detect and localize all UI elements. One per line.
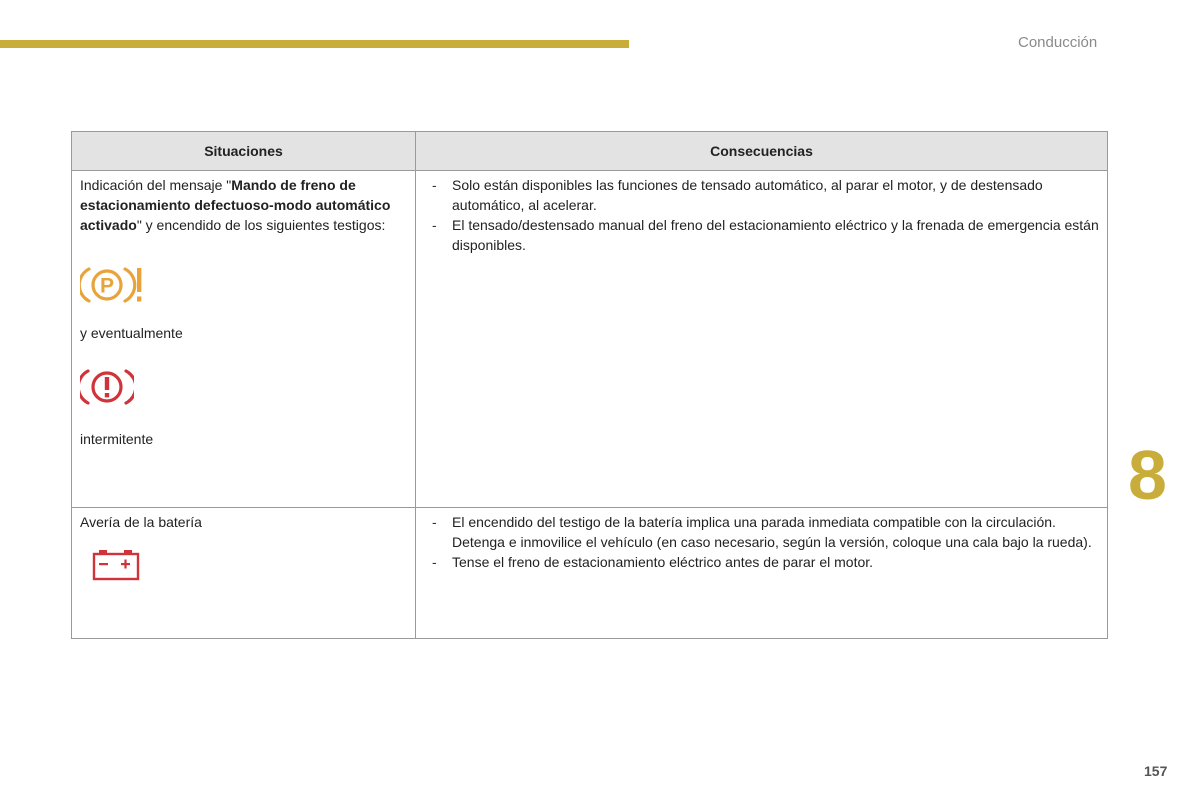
column-header-consequences: Consecuencias <box>416 132 1108 171</box>
situation-note-eventually: y eventualmente <box>80 325 183 341</box>
header-accent-bar <box>0 40 629 48</box>
brake-alert-icon <box>80 367 407 407</box>
situation-text: Indicación del mensaje "Mando de freno de estacionamiento defectuoso-modo automático activado" y encendido de los siguientes testigos: <box>80 177 391 233</box>
svg-text:P: P <box>99 274 115 298</box>
situation-cell <box>72 171 416 508</box>
message-name: Mando de freno de estacionamiento defectuoso-modo automático activado <box>80 177 391 233</box>
situation-cell <box>72 508 416 639</box>
list-item: - El tensado/destensado manual del freno del estacionamiento eléctrico y la frenada de emergencia están disponibles. <box>424 215 1099 255</box>
consequences-list <box>424 512 1099 572</box>
table-header-row <box>72 132 1108 171</box>
section-title: Conducción <box>1018 34 1098 51</box>
list-item: - Solo están disponibles las funciones de tensado automático, al parar el motor, y de destensado automático, al acelerar. <box>424 175 1099 215</box>
situations-table <box>71 131 1108 639</box>
list-item: - El encendido del testigo de la batería implica una parada inmediata compatible con la circulación. Detenga e inmovilice el vehículo (en caso necesario, según la versión, coloque una cala bajo la rueda). <box>424 512 1099 552</box>
list-item: - Tense el freno de estacionamiento eléctrico antes de parar el motor. <box>424 552 1099 572</box>
situation-text: Avería de la batería <box>80 514 202 530</box>
battery-warning-icon <box>80 548 407 582</box>
situation-note-flashing: intermitente <box>80 431 154 447</box>
page-number: 157 <box>1144 763 1168 779</box>
consequences-cell <box>416 508 1108 639</box>
column-header-situations: Situaciones <box>72 132 416 171</box>
chapter-number: 8 <box>1128 436 1167 514</box>
consequences-cell <box>416 171 1108 508</box>
table-row <box>72 508 1108 639</box>
table-row <box>72 171 1108 508</box>
parking-brake-warning-icon <box>80 265 407 305</box>
consequences-list <box>424 175 1099 255</box>
